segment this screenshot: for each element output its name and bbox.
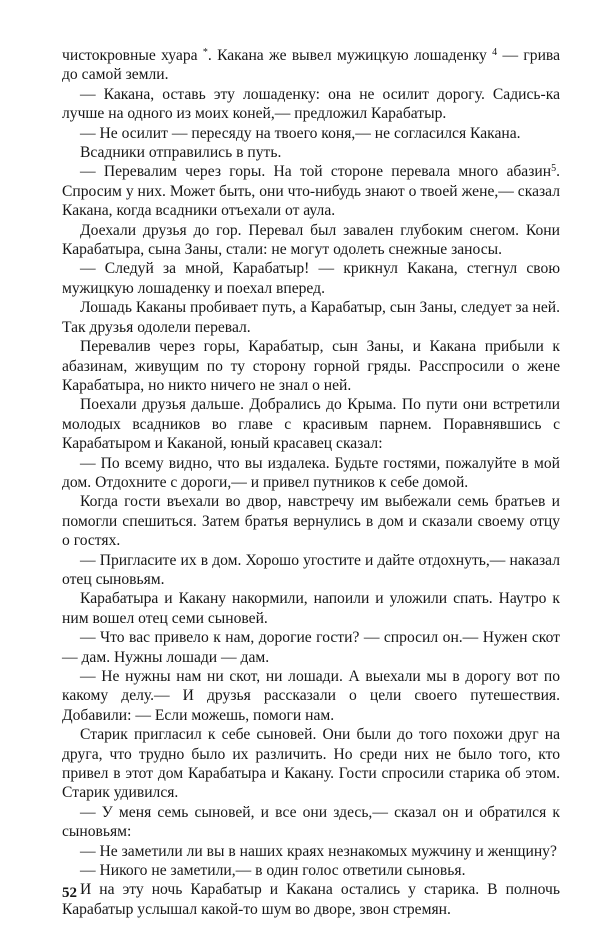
paragraph-4: Всадники отправились в путь.: [80, 144, 282, 162]
paragraph-19: — Не заметили ли вы в наших краях незнакомых мужчину и женщину?: [80, 842, 557, 860]
paragraph-21: И на эту ночь Карабатыр и Какана остались у старика. В полночь Карабатыр услышал какой-то шум во дворе, звон стремян.: [62, 881, 560, 918]
paragraph-9: Перевалив через горы, Карабатыр, сын Заны, и Какана прибыли к абазинам, живущим по ту сторону горной гряды. Расспросили о жене Карабатыра, но никто ничего не знал о ней.: [62, 338, 560, 394]
paragraph-5: — Перевалим через горы. На той стороне перевала много абазин$^5$. Спросим у них. Может быть, они что-нибудь знают о твоей жене,— сказал Какана, когда всадники отъехали от аула.: [62, 163, 560, 220]
paragraph-20: — Никого не заметили,— в один голос ответили сыновья.: [80, 862, 466, 880]
paragraph-16: — Не нужны нам ни скот, ни лошади. А выехали мы в дорогу вот по какому делу.— И друзья рассказали о цели своего путешествия. Добавили: — Если можешь, помоги нам.: [62, 668, 560, 724]
footnote-mark: *: [202, 47, 208, 58]
paragraph-6: Доехали друзья до гор. Перевал был завален глубоким снегом. Кони Карабатыра, сына Заны, стали: не могут одолеть снежные заносы.: [62, 221, 560, 259]
footnote-mark: 4: [492, 47, 498, 58]
page-number: 52: [62, 885, 77, 901]
paragraph-7: — Следуй за мной, Карабатыр! — крикнул Какана, стегнул свою мужицкую лошаденку и поехал вперед.: [62, 260, 560, 297]
paragraph-3: — Не осилит — пересяду на твоего коня,— не согласился Какана.: [80, 124, 521, 142]
footnote-mark: 5: [551, 163, 557, 175]
paragraph-11: — По всему видно, что вы издалека. Будьте гостями, пожалуйте в мой дом. Отдохните с дороги,— и привел путников к себе домой.: [62, 454, 560, 491]
paragraph-18: — У меня семь сыновей, и все они здесь,— сказал он и обратился к сыновьям:: [62, 803, 560, 841]
paragraph-13: — Пригласите их в дом. Хорошо угостите и дайте отдохнуть,— наказал отец сыновьям.: [62, 551, 560, 588]
paragraph-10: Поехали друзья дальше. Добрались до Крыма. По пути они встретили молодых всадников во главе с красивым парнем. Поравнявшись с Карабатыром и Каканой, юный красавец сказал:: [62, 396, 560, 453]
paragraph-17: Старик пригласил к себе сыновей. Они были до того похожи друг на друга, что трудно было их различить. Но среди них не было того, кто привел в этот дом Карабатыра и Какану. Гости спросили старика об этом. Старик удивился.: [62, 726, 560, 802]
paragraph-8: Лошадь Каканы пробивает путь, а Карабатыр, сын Заны, следует за ней. Так друзья одолели перевал.: [62, 299, 560, 336]
paragraph-14: Карабатыра и Какану накормили, напоили и уложили спать. Наутро к ним вошел отец семи сыновей.: [62, 590, 560, 627]
paragraph-1: чистокровные хуара *. Какана же вывел мужицкую лошаденку $^4$ — грива до самой земли.: [62, 47, 560, 84]
paragraph-15: — Что вас привело к нам, дорогие гости? — спросил он.— Нужен скот — дам. Нужны лошади — дам.: [62, 629, 560, 666]
paragraph-2: — Какана, оставь эту лошаденку: она не осилит дорогу. Садись-ка лучше на одного из моих коней,— предложил Карабатыр.: [62, 85, 560, 123]
paragraph-12: Когда гости въехали во двор, навстречу им выбежали семь братьев и помогли спешиться. Затем братья вернулись в дом и сказали своему отцу о гостях.: [62, 493, 560, 550]
